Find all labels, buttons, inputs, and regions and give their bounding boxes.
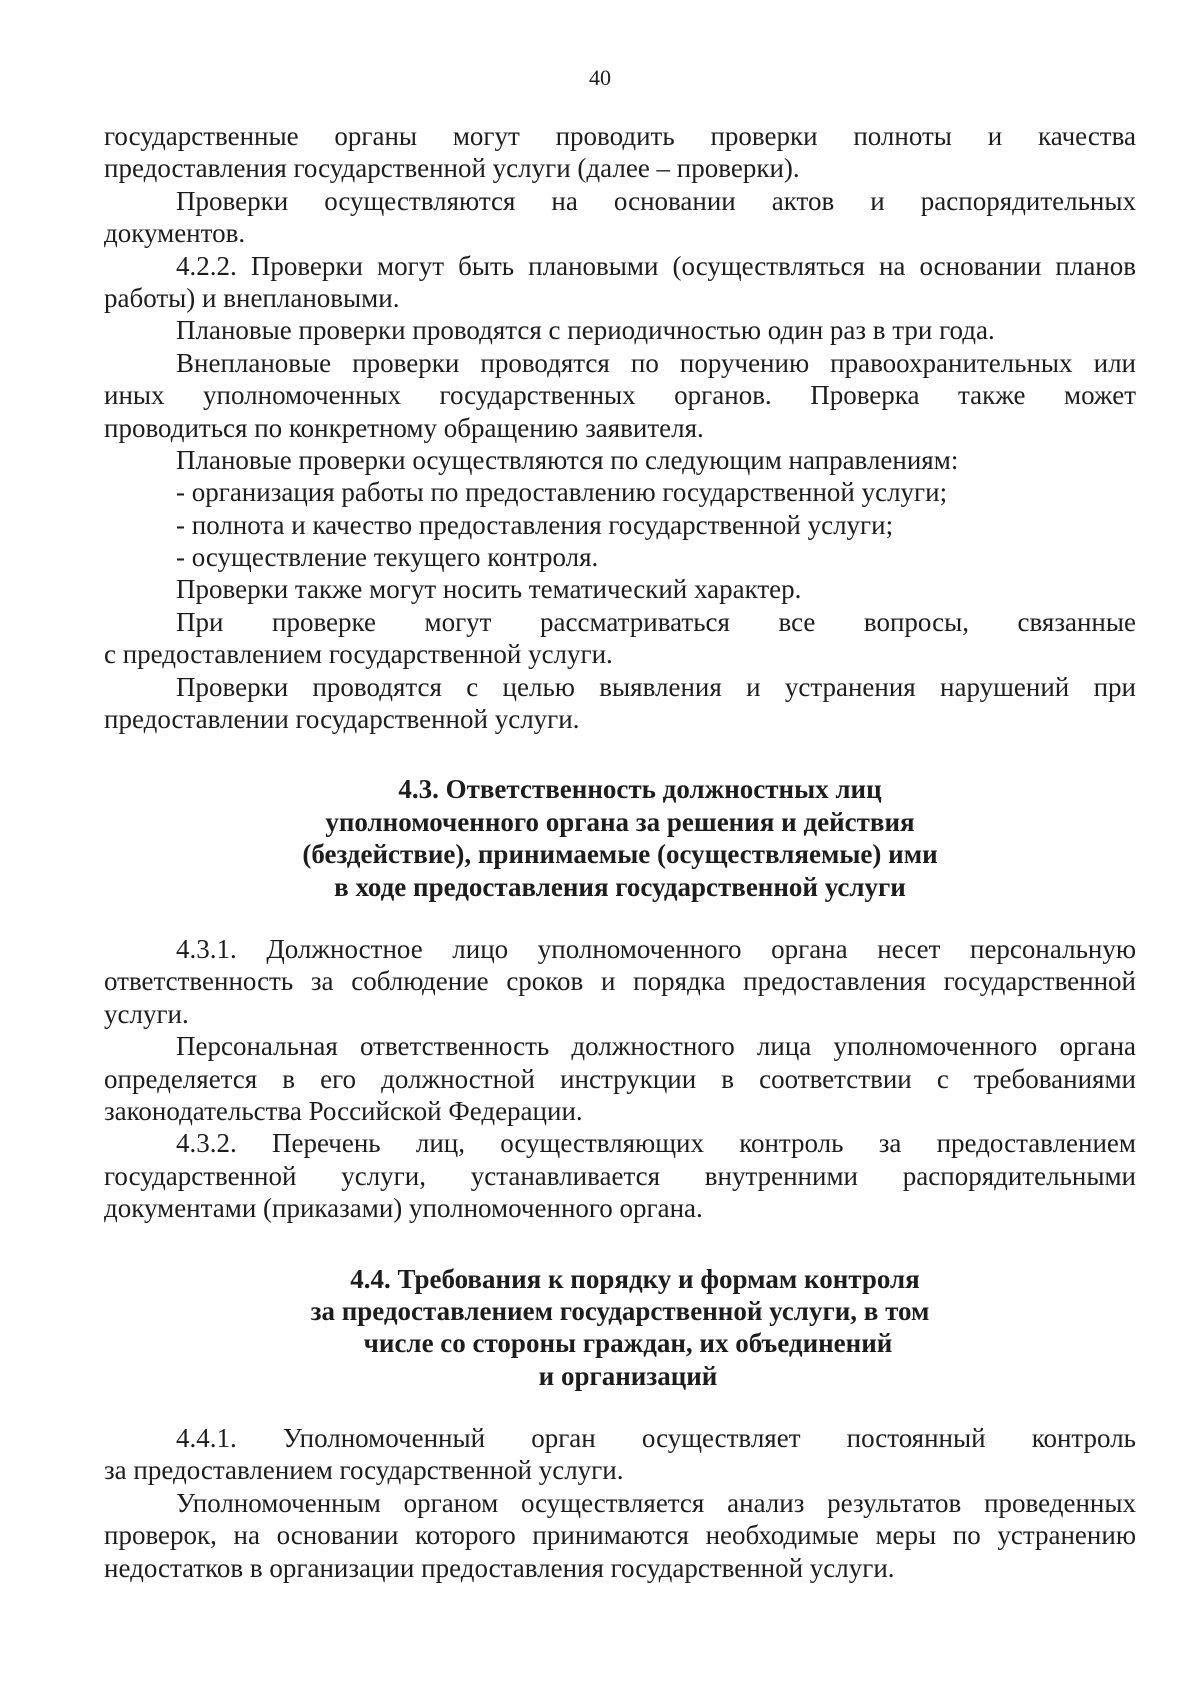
list-item: - осуществление текущего контроля. [176,542,599,573]
section-4-4-text [104,1422,1136,1584]
text-line: за предоставлением государственной услуги. [104,1455,624,1486]
text-line: ответственность за соблюдение сроков и порядка предоставления государственной [104,966,1136,997]
text-line: государственной услуги, устанавливается внутренними распорядительными [104,1160,1136,1191]
text-line: документами (приказами) уполномоченного органа. [104,1193,703,1224]
text-line: Проверки осуществляются на основании актов и распорядительных [176,185,1136,216]
heading-line: 4.4. Требования к порядку и формам контроля [350,1263,920,1294]
text-line: 4.2.2. Проверки могут быть плановыми (осуществляться на основании планов [176,250,1136,281]
section-4-3-text [104,933,1136,1225]
text-line: законодательства Российской Федерации. [104,1095,583,1126]
text-line: работы) и внеплановыми. [104,282,400,313]
text-line: недостатков в организации предоставления государственной услуги. [104,1552,895,1583]
text-line: Проверки проводятся с целью выявления и устранения нарушений при [176,671,1136,702]
text-line: проводиться по конкретному обращению заявителя. [104,412,704,443]
text-line: предоставлении государственной услуги. [104,704,580,735]
text-line: услуги. [104,998,189,1029]
heading-line: 4.3. Ответственность должностных лиц [398,774,882,805]
section-4-2-continuation [104,120,1136,735]
heading-line: (бездействие), принимаемые (осуществляемые) ими [302,839,938,870]
text-line: При проверке могут рассматриваться все вопросы, связанные [176,606,1136,637]
section-4-4-heading [104,1263,1136,1393]
text-line: определяется в его должностной инструкции в соответствии с требованиями [104,1063,1136,1094]
page-number: 40 [589,65,611,90]
text-line: Плановые проверки осуществляются по следующим направлениям: [176,444,959,475]
spacer [104,1225,1136,1263]
text-line: 4.4.1. Уполномоченный орган осуществляет постоянный контроль [176,1423,1136,1454]
text-line: Плановые проверки проводятся с периодичностью один раз в три года. [176,315,995,346]
section-4-3-heading [104,773,1136,903]
text-line: проверок, на основании которого принимаются необходимые меры по устранению [104,1520,1136,1551]
text-line: государственные органы могут проводить проверки полноты и качества [104,121,1136,151]
list-item: - организация работы по предоставлению государственной услуги; [176,477,948,508]
text-line: 4.3.1. Должностное лицо уполномоченного органа несет персональную [176,933,1136,964]
text-line: Персональная ответственность должностного лица уполномоченного органа [176,1031,1136,1062]
text-line: иных уполномоченных государственных органов. Проверка также может [104,380,1136,411]
heading-line: числе со стороны граждан, их объединений [363,1328,893,1359]
list-item: - полнота и качество предоставления государственной услуги; [176,509,894,540]
heading-line: за предоставлением государственной услуги, в том [310,1295,930,1326]
spacer [104,903,1136,933]
spacer [104,1392,1136,1422]
text-line: с предоставлением государственной услуги. [104,639,613,670]
document-body [104,120,1136,1584]
text-line: 4.3.2. Перечень лиц, осуществляющих контроль за предоставлением [176,1128,1136,1159]
heading-line: в ходе предоставления государственной услуги [334,871,906,902]
text-line: Внеплановые проверки проводятся по поручению правоохранительных или [176,347,1136,378]
heading-line: уполномоченного органа за решения и действия [325,806,915,837]
text-line: документов. [104,218,246,249]
text-line: Проверки также могут носить тематический характер. [176,574,802,605]
heading-line: и организаций [538,1360,718,1391]
spacer [104,735,1136,773]
text-line: предоставления государственной услуги (далее – проверки). [104,153,800,184]
text-line: Уполномоченным органом осуществляется анализ результатов проведенных [176,1487,1136,1518]
